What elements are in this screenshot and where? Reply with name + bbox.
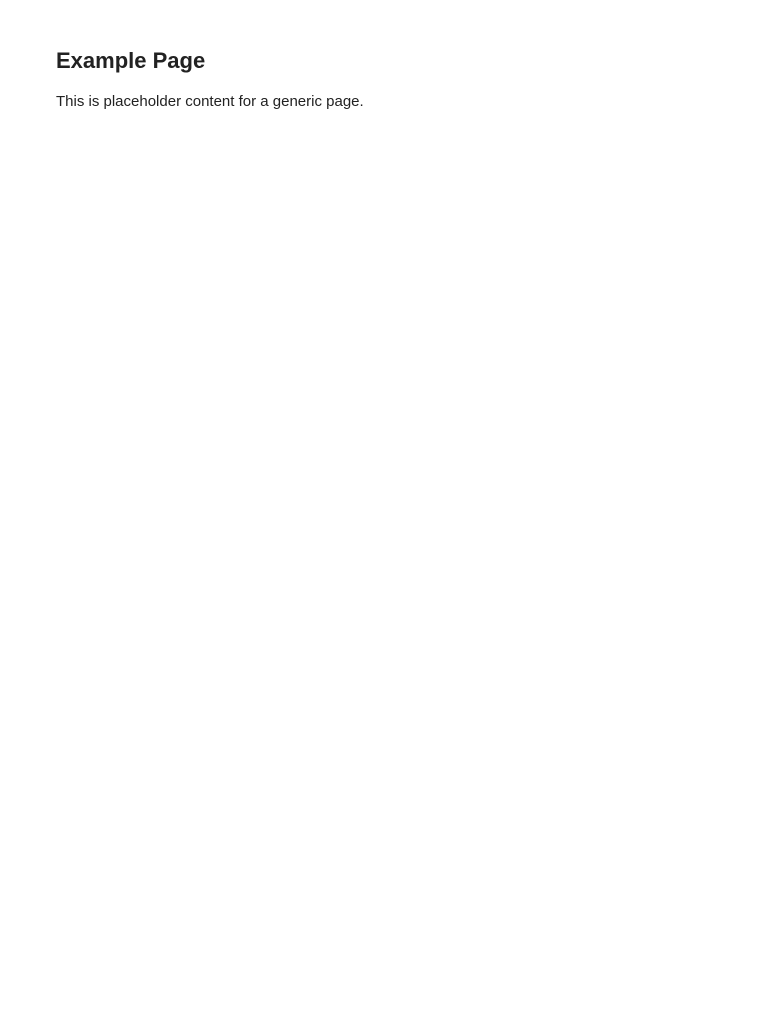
body-paragraph: This is placeholder content for a generic page. [56, 93, 364, 110]
page [0, 0, 768, 174]
page-title: Example Page [56, 48, 206, 73]
